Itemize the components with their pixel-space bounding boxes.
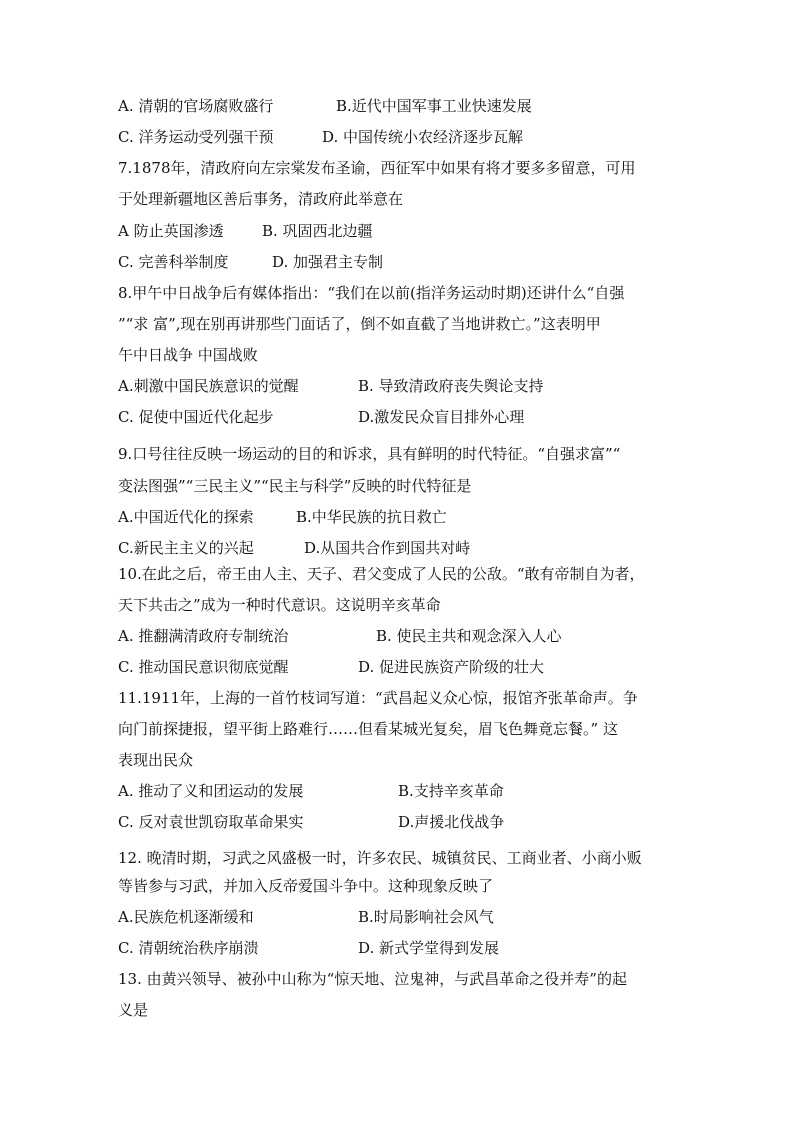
q9-option-b: B.中华民族的抗日救亡 [296,508,447,526]
q10-option-c: C. 推动国民意识彻底觉醒 [118,658,289,676]
question-11-line-1: 11.1911年，上海的一首竹枝词写道：“武昌起义众心惊，报馆齐张革命声。争 [118,689,638,707]
question-12-line-1: 12. 晚清时期，习武之风盛极一时，许多农民、城镇贫民、工商业者、小商小贩 [118,849,642,867]
q12-option-c: C. 清朝统治秩序崩溃 [118,939,259,957]
question-9-line-1: 9.口号往往反映一场运动的目的和诉求，具有鲜明的时代特征。“自强求富”“ [118,445,621,463]
option-c: C. 洋务运动受列强干预 [118,128,274,146]
option-b: B.近代中国军事工业快速发展 [336,97,532,115]
q12-option-d: D. 新式学堂得到发展 [358,939,500,957]
question-9-line-2: 变法图强”“三民主义”“民主与科学”反映的时代特征是 [118,477,472,495]
q7-option-a: A 防止英国渗透 [118,222,224,240]
q9-option-c: C.新民主主义的兴起 [118,539,254,557]
question-10-line-1: 10.在此之后，帝王由人主、天子、君父变成了人民的公敌。“敢有帝制自为者， [118,565,645,583]
question-11-line-3: 表现出民众 [118,751,194,769]
question-12-line-2: 等皆参与习武，并加入反帝爱国斗争中。这种现象反映了 [118,877,494,895]
question-8-line-2: ”“求 富”,现在别再讲那些门面话了，倒不如直截了当地讲救亡。”这表明甲 [118,315,601,333]
q11-option-a: A. 推动了义和团运动的发展 [118,782,304,800]
q8-option-d: D.激发民众盲目排外心理 [358,408,525,426]
q8-option-a: A.刺激中国民族意识的觉醒 [118,377,299,395]
q12-option-b: B.时局影响社会风气 [358,908,494,926]
q9-option-d: D.从国共合作到国共对峙 [304,539,471,557]
q11-option-d: D.声援北伐战争 [398,813,505,831]
q8-option-b: B. 导致清政府丧失舆论支持 [358,377,544,395]
q10-option-d: D. 促进民族资产阶级的壮大 [358,658,545,676]
q11-option-b: B.支持辛亥革命 [398,782,504,800]
question-8-line-1: 8.甲午中日战争后有媒体指出：“我们在以前(指洋务运动时期)还讲什么“自强 [118,284,625,302]
question-11-line-2: 向门前探捷报，望平街上路难行……但看某城光复矣，眉飞色舞竟忘餐。” 这 [118,720,618,738]
question-10-line-2: 天下共击之”成为一种时代意识。这说明辛亥革命 [118,596,441,614]
question-13-line-2: 义是 [118,1001,149,1019]
question-13-line-1: 13. 由黄兴领导、被孙中山称为“惊天地、泣鬼神，与武昌革命之役并寿”的起 [118,970,627,988]
question-7-line-1: 7.1878年，清政府向左宗棠发布圣谕，西征军中如果有将才要多多留意，可用 [118,159,636,177]
question-8-line-3: 午中日战争 中国战败 [118,346,258,364]
q10-option-b: B. 使民主共和观念深入人心 [376,627,562,645]
q9-option-a: A.中国近代化的探索 [118,508,254,526]
q11-option-c: C. 反对袁世凯窃取革命果实 [118,813,304,831]
q7-option-b: B. 巩固西北边疆 [262,222,373,240]
q7-option-d: D. 加强君主专制 [272,253,384,271]
option-a: A. 清朝的官场腐败盛行 [118,97,274,115]
q10-option-a: A. 推翻满清政府专制统治 [118,627,289,645]
question-7-line-2: 于处理新疆地区善后事务，清政府此举意在 [118,190,404,208]
option-d: D. 中国传统小农经济逐步瓦解 [322,128,524,146]
q12-option-a: A.民族危机逐渐缓和 [118,908,254,926]
q7-option-c: C. 完善科举制度 [118,253,229,271]
q8-option-c: C. 促使中国近代化起步 [118,408,274,426]
